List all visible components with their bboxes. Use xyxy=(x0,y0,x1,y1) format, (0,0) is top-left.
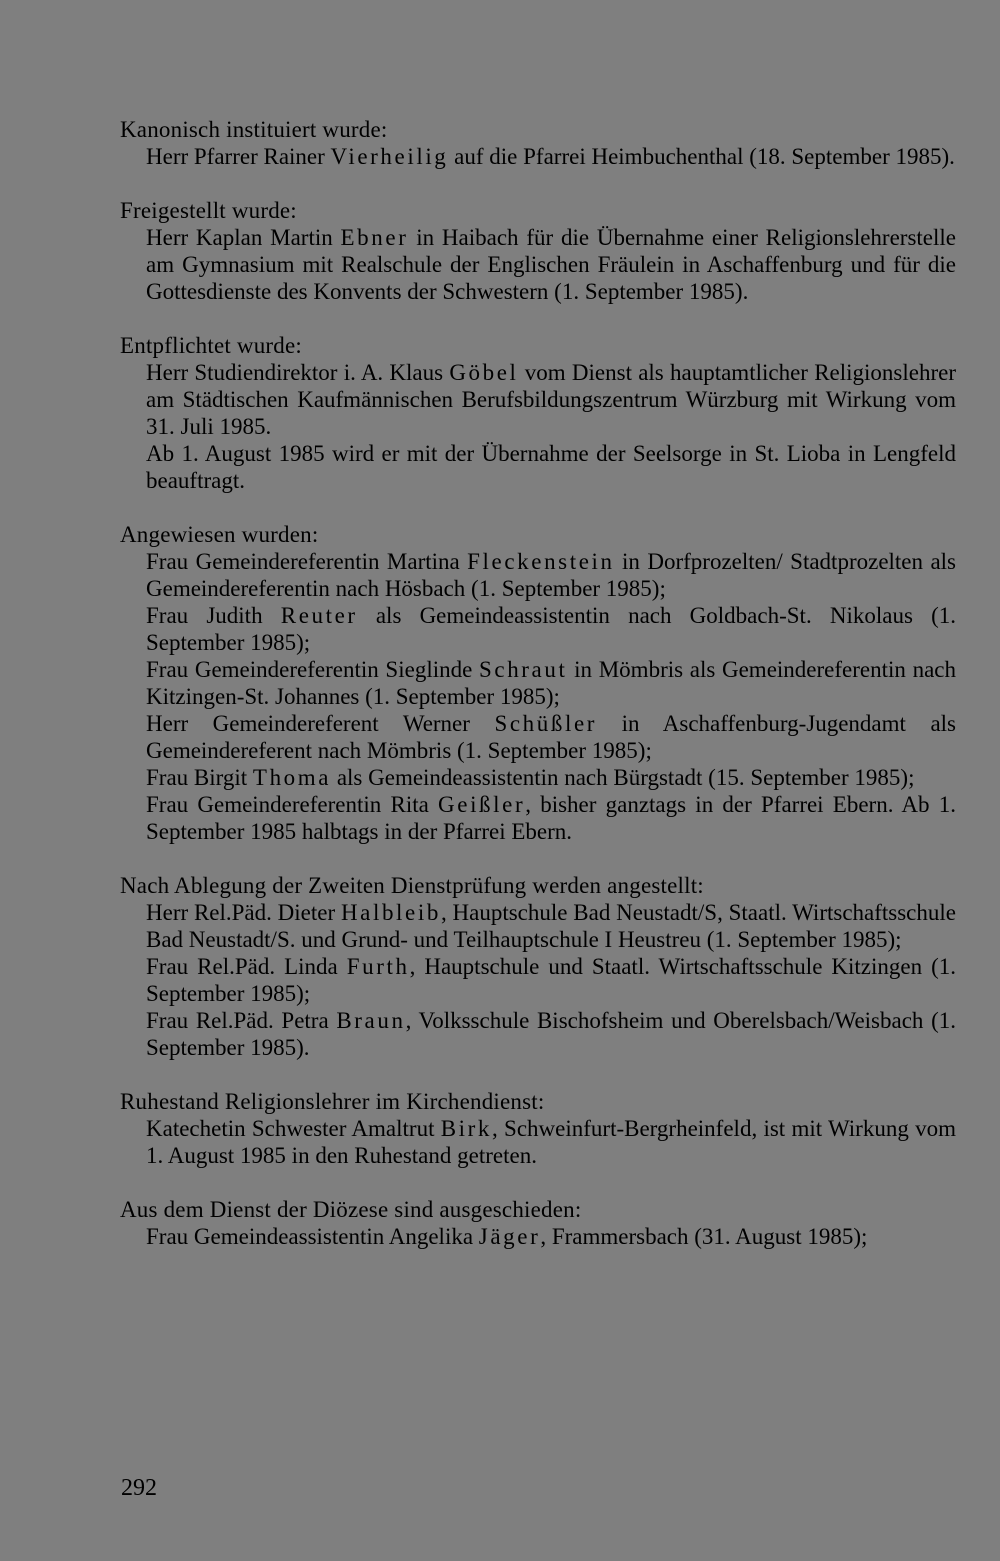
section-heading: Kanonisch instituiert wurde: xyxy=(120,117,388,142)
text-run: Herr Gemeindereferent Werner xyxy=(146,711,495,736)
text-run: Frau Gemeindereferentin Martina xyxy=(146,549,468,574)
text-run: , Frammersbach (31. August 1985); xyxy=(540,1224,868,1249)
person-surname: Halbleib xyxy=(340,900,441,925)
section-body xyxy=(146,1223,956,1250)
person-surname: Vierheilig xyxy=(330,144,449,169)
text-run: Frau Rel.Päd. Linda xyxy=(146,954,347,979)
person-surname: Thoma xyxy=(252,765,332,790)
section-body xyxy=(146,548,956,845)
text-run: Frau Gemeindeassistentin Angelika xyxy=(146,1224,479,1249)
entry-paragraph xyxy=(146,1007,956,1061)
text-run: Frau Gemeindereferentin Sieglinde xyxy=(146,657,479,682)
text-run: auf die Pfarrei Heimbuchenthal (18. September 1985). xyxy=(448,144,955,169)
section-heading: Ruhestand Religionslehrer im Kirchendienst: xyxy=(120,1089,545,1114)
person-surname: Birk xyxy=(440,1116,493,1141)
person-surname: Göbel xyxy=(449,360,519,385)
person-surname: Schüßler xyxy=(494,711,598,736)
entry-paragraph xyxy=(146,710,956,764)
entry-paragraph xyxy=(146,548,956,602)
section-body xyxy=(146,224,956,305)
text-run: Frau Rel.Päd. Petra xyxy=(146,1008,337,1033)
person-surname: Ebner xyxy=(340,225,409,250)
section-heading: Angewiesen wurden: xyxy=(120,522,319,547)
entry-paragraph xyxy=(146,899,956,953)
entry-paragraph xyxy=(146,1223,956,1250)
section xyxy=(120,116,956,170)
person-surname: Fleckenstein xyxy=(467,549,615,574)
person-surname: Geißler xyxy=(438,792,526,817)
text-run: Katechetin Schwester Amaltrut xyxy=(146,1116,441,1141)
document-page xyxy=(120,116,956,1277)
text-run: Herr Rel.Päd. Dieter xyxy=(146,900,341,925)
person-surname: Schraut xyxy=(479,657,568,682)
section xyxy=(120,521,956,845)
text-run: als Gemeindeassistentin nach Goldbach-St. Nikolaus (1. September 1985); xyxy=(146,603,957,655)
text-run: , Hauptschule und Staatl. Wirtschaftsschule Kitzingen (1. September 1985); xyxy=(146,954,957,1006)
text-run: vom Dienst als hauptamtlicher Religionslehrer am Städtischen Kaufmännischen Berufsbildungszentrum Würzburg mit Wirkung vom 31. Juli 1985. xyxy=(146,360,956,439)
section-heading: Freigestellt wurde: xyxy=(120,198,297,223)
text-run: Herr Kaplan Martin xyxy=(146,225,341,250)
text-run: in Aschaffenburg-Jugendamt als Gemeindereferent nach Mömbris (1. September 1985); xyxy=(146,711,956,763)
section xyxy=(120,1196,956,1250)
text-run: Frau Gemeindereferentin Rita xyxy=(146,792,439,817)
entry-paragraph xyxy=(146,224,956,305)
section-heading: Entpflichtet wurde: xyxy=(120,333,302,358)
entry-paragraph xyxy=(146,602,956,656)
text-run: in Mömbris als Gemeindereferentin nach Kitzingen-St. Johannes (1. September 1985); xyxy=(146,657,956,709)
text-run: als Gemeindeassistentin nach Bürgstadt (15. September 1985); xyxy=(331,765,915,790)
text-run: in Dorfprozelten/ Stadtprozelten als Gemeindereferentin nach Hösbach (1. September 1985); xyxy=(146,549,956,601)
section xyxy=(120,872,956,1061)
text-run: Herr Pfarrer Rainer xyxy=(146,144,331,169)
person-surname: Braun xyxy=(336,1008,406,1033)
section-body xyxy=(146,1115,956,1169)
text-run: Ab 1. August 1985 wird er mit der Übernahme der Seelsorge in St. Lioba in Lengfeld beauftragt. xyxy=(146,441,956,493)
section-body xyxy=(146,359,956,494)
text-run: , Hauptschule Bad Neustadt/S, Staatl. Wirtschaftsschule Bad Neustadt/S. und Grund- und Teilhauptschule I Heustreu (1. September 1985); xyxy=(146,900,956,952)
section-heading: Nach Ablegung der Zweiten Dienstprüfung werden angestellt: xyxy=(120,873,704,898)
text-run: , bisher ganztags in der Pfarrei Ebern. Ab 1. September 1985 halbtags in der Pfarrei Ebern. xyxy=(146,792,956,844)
text-run: , Volksschule Bischofsheim und Oberelsbach/Weisbach (1. September 1985). xyxy=(146,1008,956,1060)
entry-paragraph xyxy=(146,440,956,494)
entry-paragraph xyxy=(146,953,956,1007)
entry-paragraph xyxy=(146,143,956,170)
page-number: 292 xyxy=(121,1475,157,1501)
entry-paragraph xyxy=(146,764,956,791)
section-heading: Aus dem Dienst der Diözese sind ausgeschieden: xyxy=(120,1197,582,1222)
entry-paragraph xyxy=(146,1115,956,1169)
section xyxy=(120,197,956,305)
section xyxy=(120,332,956,494)
entry-paragraph xyxy=(146,656,956,710)
section-body xyxy=(146,143,956,170)
entry-paragraph xyxy=(146,359,956,440)
section-body xyxy=(146,899,956,1061)
person-surname: Reuter xyxy=(280,603,358,628)
text-run: Herr Studiendirektor i. A. Klaus xyxy=(146,360,450,385)
text-run: in Haibach für die Übernahme einer Religionslehrerstelle am Gymnasium mit Realschule der Englischen Fräulein in Aschaffenburg und für die Gottesdienste des Konvents der Schwestern (1. September 1985). xyxy=(146,225,956,304)
entry-paragraph xyxy=(146,791,956,845)
person-surname: Jäger xyxy=(478,1224,541,1249)
text-run: Frau Judith xyxy=(146,603,281,628)
text-run: Frau Birgit xyxy=(146,765,253,790)
person-surname: Furth xyxy=(346,954,410,979)
text-run: , Schweinfurt-Bergrheinfeld, ist mit Wirkung vom 1. August 1985 in den Ruhestand getreten. xyxy=(146,1116,956,1168)
section xyxy=(120,1088,956,1169)
